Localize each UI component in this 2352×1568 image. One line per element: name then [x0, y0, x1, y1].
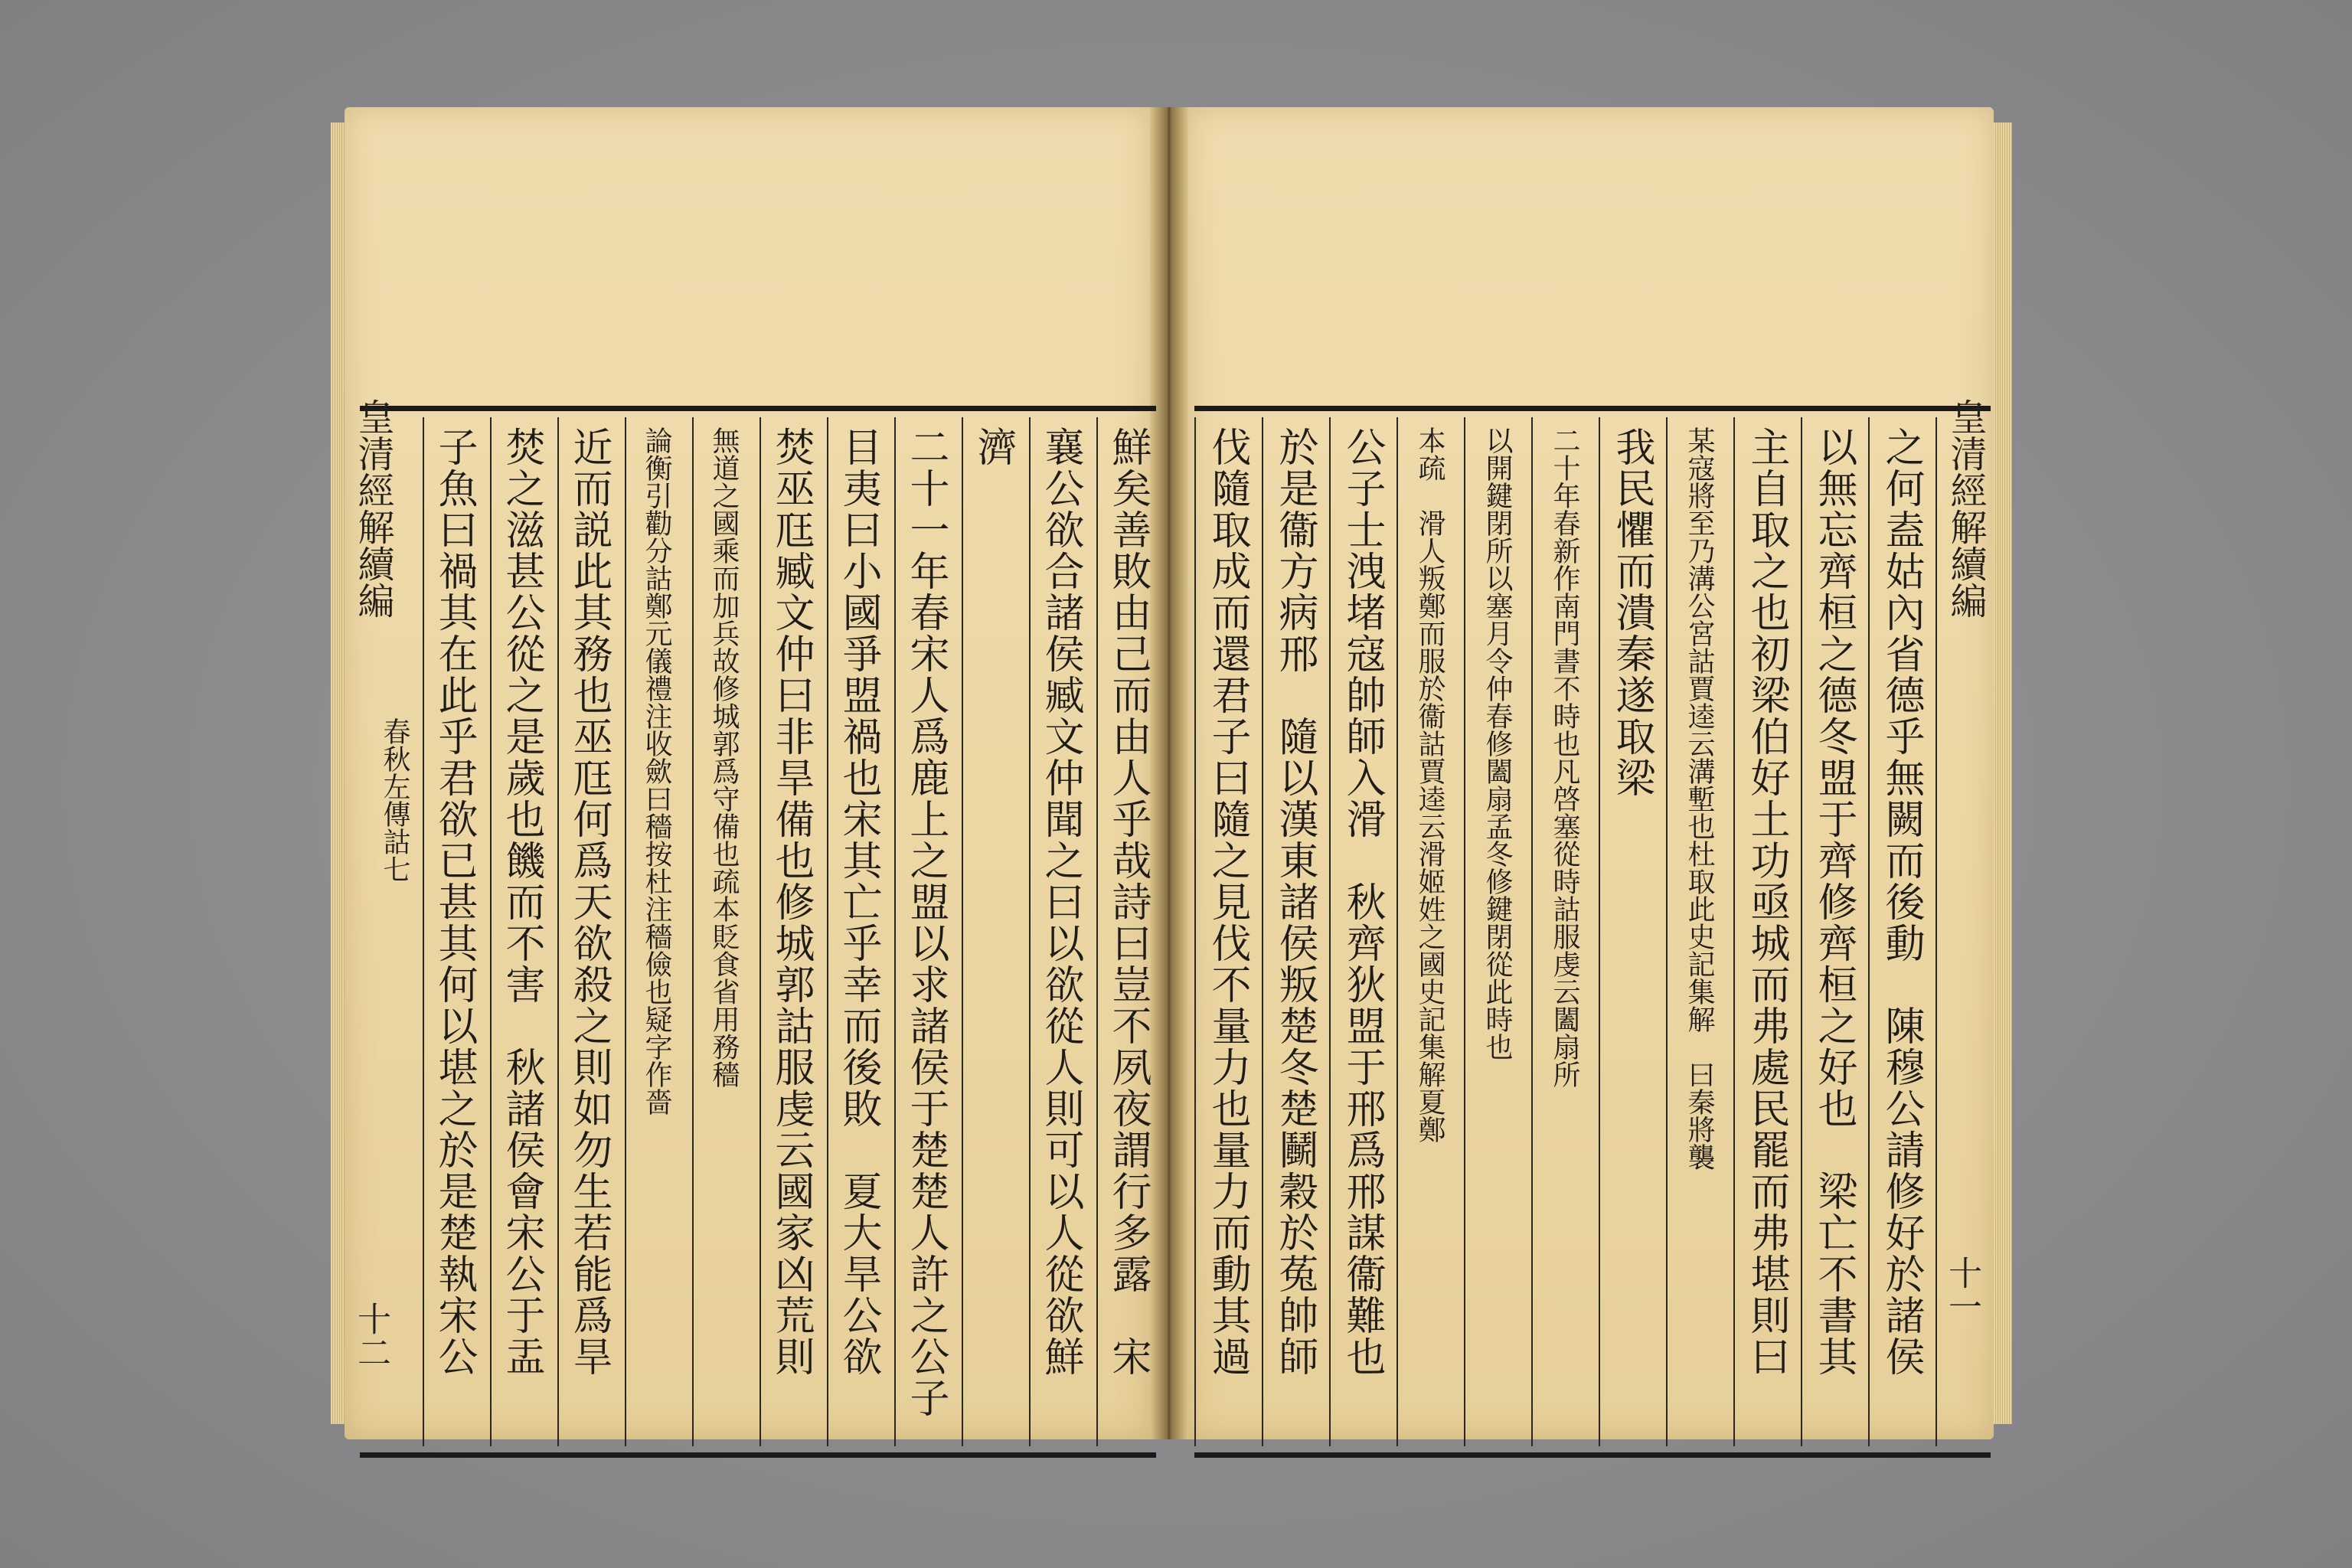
column-rule [1396, 417, 1398, 1446]
column-rule [1868, 417, 1870, 1446]
column-rule [760, 417, 761, 1446]
column-rule [490, 417, 492, 1446]
column-rule [1801, 417, 1802, 1446]
right-folio: 十一 [1942, 1256, 1981, 1323]
column-rule [827, 417, 828, 1446]
text-column: 主自取之也初梁伯好土功亟城而弗處民罷而弗堪則曰 [1743, 426, 1789, 1377]
text-column: 伐隨取成而還君子曰隨之見伐不量力也量力而動其過 [1204, 426, 1250, 1377]
text-column: 於是衞方病邢 隨以漢東諸侯叛楚冬楚鬭穀於菟帥師 [1272, 426, 1318, 1377]
text-column: 以無忘齊桓之德冬盟于齊修齊桓之好也 梁亡不書其 [1811, 426, 1857, 1377]
text-column: 本疏 滑人叛鄭而服於衞詁賈逵云滑姬姓之國史記集解夏鄭 [1414, 426, 1446, 1143]
column-rule [1733, 417, 1735, 1446]
section-label: 春秋左傳詁七 [379, 717, 410, 883]
column-rule [1096, 417, 1098, 1446]
column-rule [1194, 417, 1196, 1446]
text-column: 公子士洩堵寇帥師入滑 秋齊狄盟于邢爲邢謀衞難也 [1339, 426, 1385, 1377]
text-column: 某寇將至乃溝公宮詁賈逵云溝塹也杜取此史記集解 曰秦將襲 [1684, 426, 1715, 1171]
column-rule [692, 417, 694, 1446]
column-rule [894, 417, 896, 1446]
column-rule [1262, 417, 1263, 1446]
right-page-frame [1194, 406, 1991, 1458]
column-rule [557, 417, 559, 1446]
column-rule [625, 417, 626, 1446]
column-rule [1464, 417, 1465, 1446]
text-column: 二十一年春宋人爲鹿上之盟以求諸侯于楚楚人許之公子 [903, 426, 949, 1419]
column-rule [1599, 417, 1600, 1446]
text-column: 子魚曰禍其在此乎君欲已甚其何以堪之於是楚執宋公 [431, 426, 477, 1377]
column-rule [962, 417, 963, 1446]
column-rule [1666, 417, 1668, 1446]
text-column: 我民懼而潰秦遂取梁 [1609, 426, 1655, 799]
column-rule [423, 417, 424, 1446]
text-column: 焚之滋甚公從之是歲也饑而不害 秋諸侯會宋公于盂 [498, 426, 544, 1377]
text-column: 襄公欲合諸侯臧文仲聞之曰以欲從人則可以人從欲鮮 [1037, 426, 1083, 1377]
text-column: 濟 [970, 426, 1016, 468]
right-margin-title: 皇清經解續編 [1944, 398, 1987, 619]
text-column: 近而説此其務也巫尫何爲天欲殺之則如勿生若能爲旱 [566, 426, 612, 1377]
left-margin-title: 皇清經解續編 [351, 398, 394, 619]
text-column: 無道之國乘而加兵故修城郭爲守備也疏本貶食省用務穡 [708, 426, 740, 1088]
text-column: 焚巫尫臧文仲曰非旱備也修城郭詁服虔云國家凶荒則 [768, 426, 814, 1377]
left-folio: 十二 [351, 1302, 390, 1369]
column-rule [1329, 417, 1331, 1446]
text-column: 論衡引勸分詁鄭元儀禮注收歛曰穡按杜注穡儉也疑字作嗇 [641, 426, 672, 1116]
text-column: 之何盍姑內省德乎無闕而後動 陳穆公請修好於諸侯 [1878, 426, 1924, 1377]
open-book [337, 92, 2006, 1470]
text-column: 二十年春新作南門書不時也凡啓塞從時詁服虔云闔扇所 [1549, 426, 1580, 1088]
text-column: 目夷曰小國爭盟禍也宋其亡乎幸而後敗 夏大旱公欲 [835, 426, 881, 1377]
column-rule [1531, 417, 1533, 1446]
left-page-frame [360, 406, 1156, 1458]
text-column: 以開鍵閉所以塞月令仲春修闔扇孟冬修鍵閉從此時也 [1481, 426, 1513, 1060]
column-rule [1029, 417, 1031, 1446]
text-column: 鮮矣善敗由己而由人乎哉詩曰豈不夙夜謂行多露 宋 [1105, 426, 1151, 1377]
